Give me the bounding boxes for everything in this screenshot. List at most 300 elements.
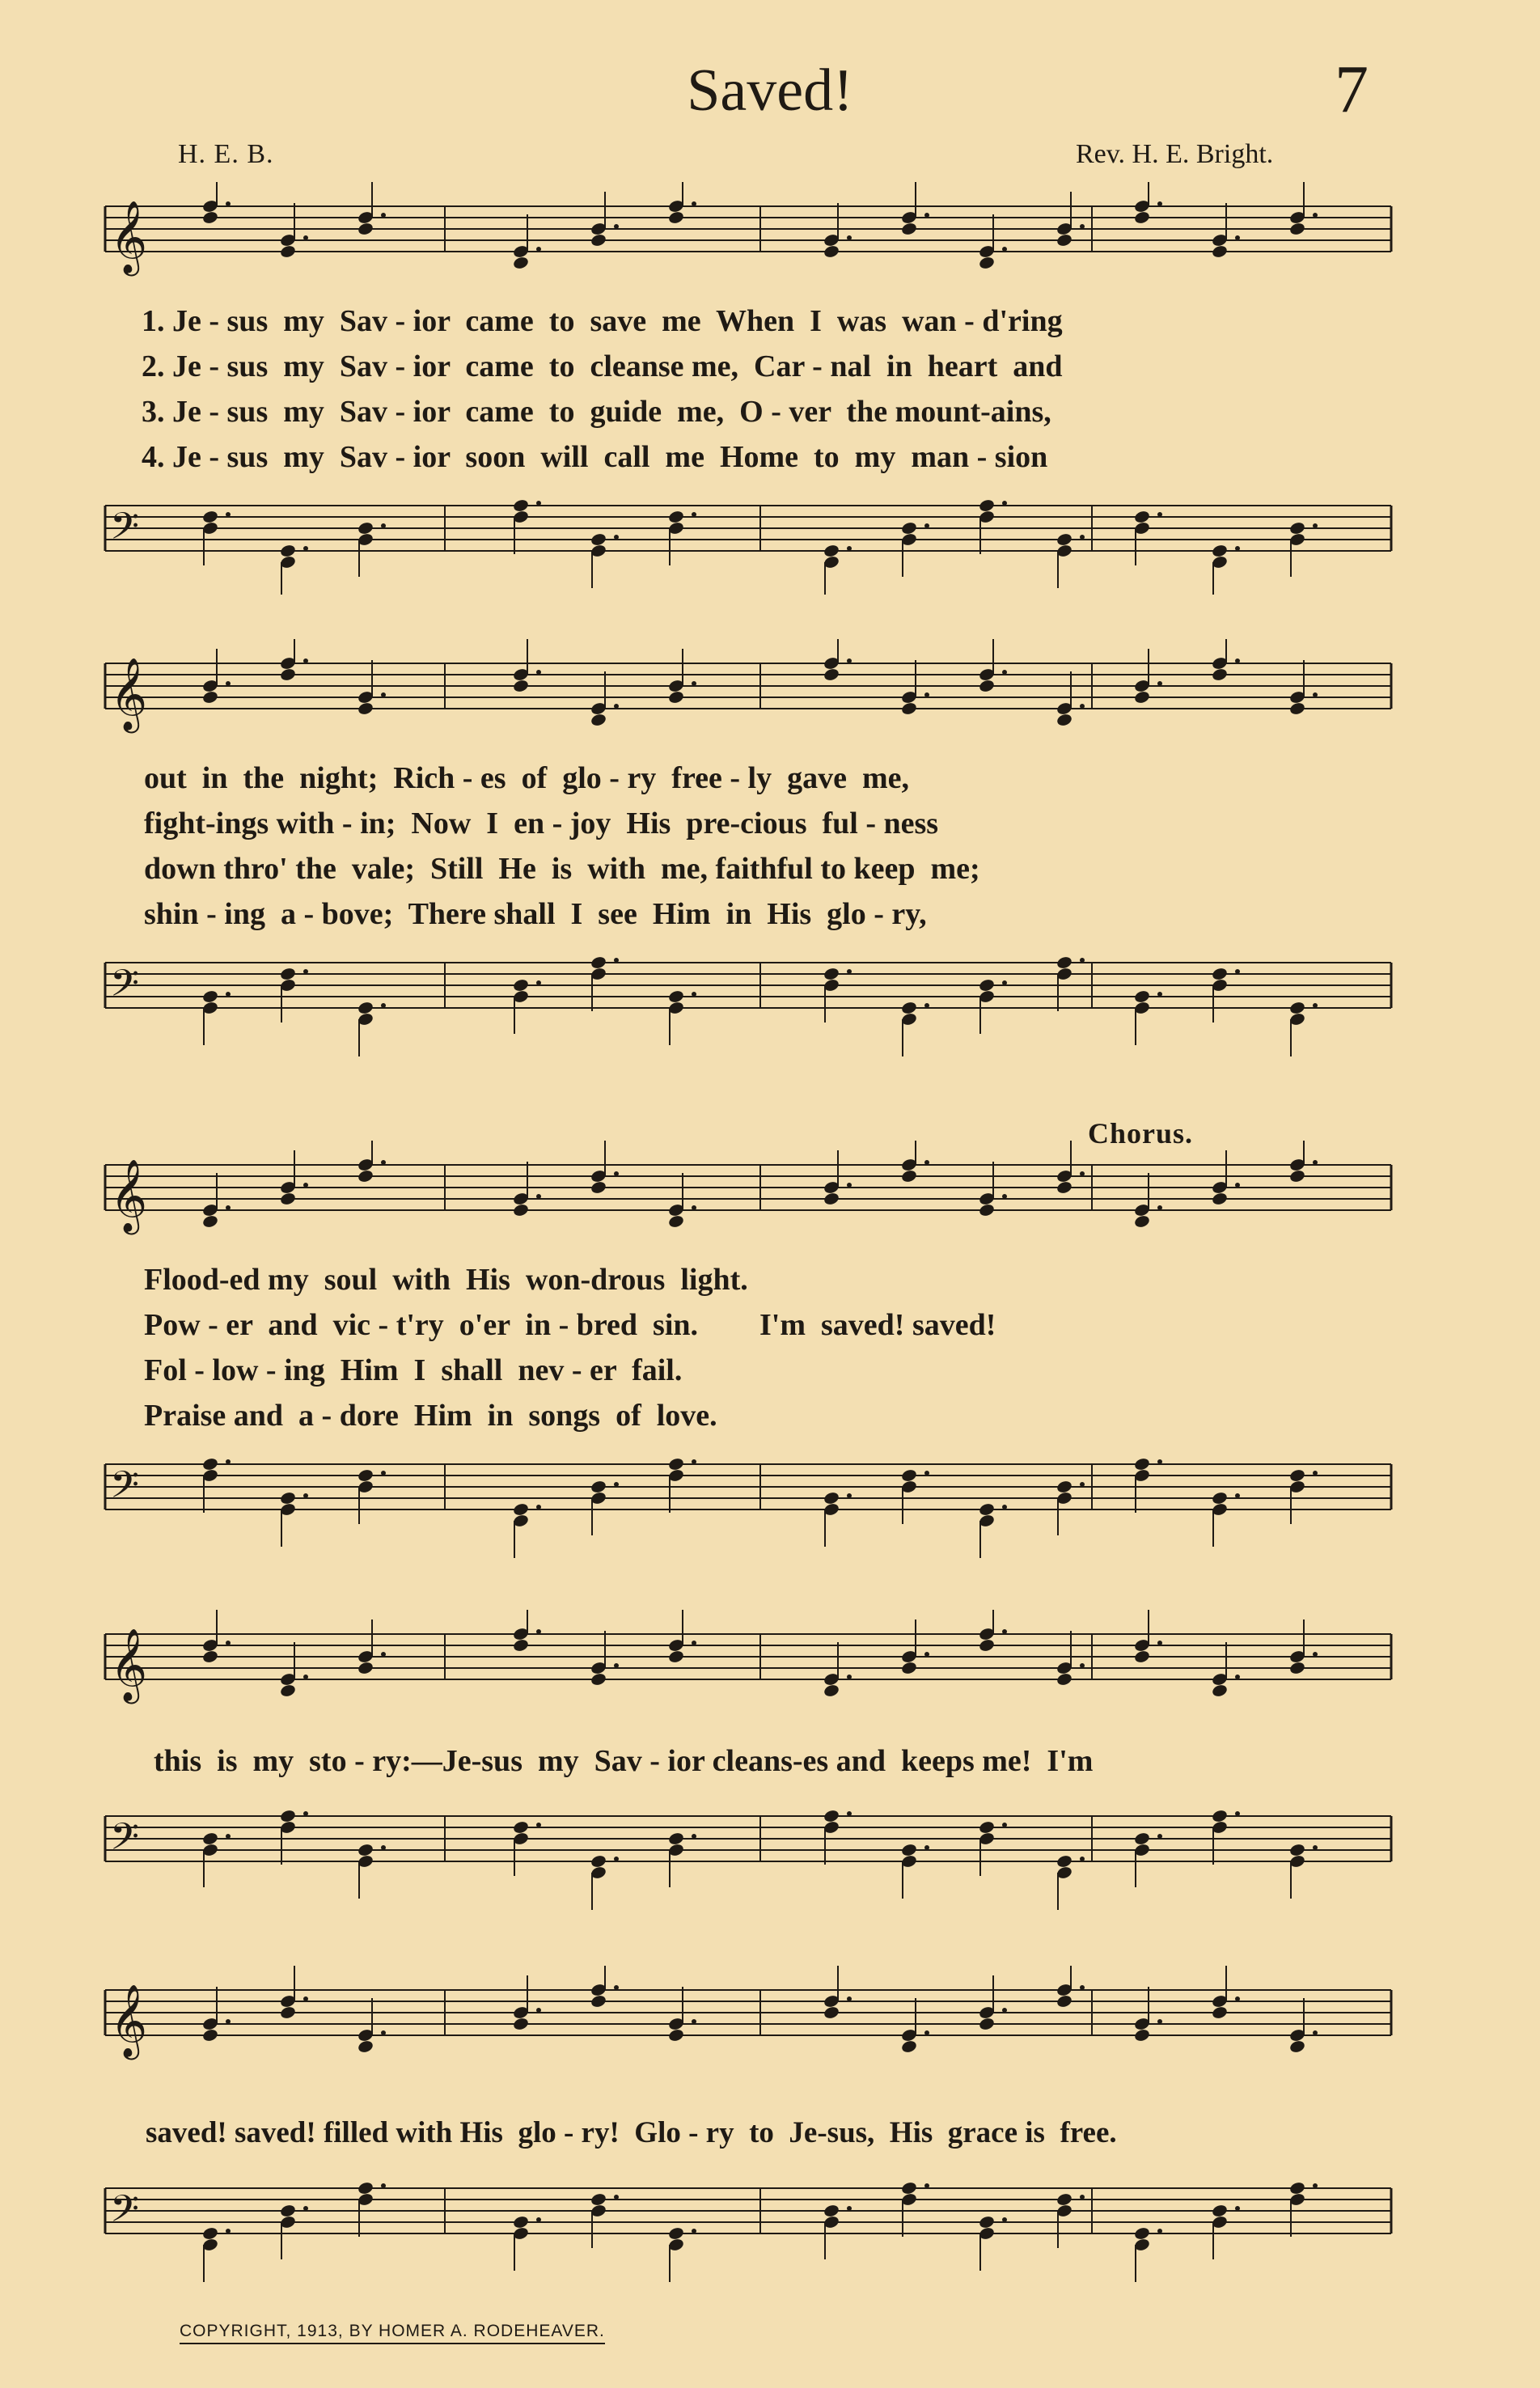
treble-clef: 𝄞 <box>110 201 148 273</box>
page-number: 7 <box>1335 52 1369 127</box>
chorus-label: Chorus. <box>1088 1117 1194 1150</box>
note-head <box>357 222 374 236</box>
note-head <box>823 244 840 259</box>
note-head <box>900 1661 917 1675</box>
augmentation-dot <box>1157 1205 1162 1210</box>
note-head <box>1211 1809 1228 1823</box>
note-head <box>512 978 529 993</box>
augmentation-dot <box>1080 1171 1085 1176</box>
copyright-notice: COPYRIGHT, 1913, BY HOMER A. RODEHEAVER. <box>180 2322 605 2344</box>
augmentation-dot <box>303 1811 308 1816</box>
augmentation-dot <box>303 2206 308 2211</box>
augmentation-dot <box>1157 512 1162 517</box>
bass-staff-5 <box>89 2164 1407 2301</box>
music-system-4 <box>89 1610 1407 1950</box>
augmentation-dot <box>924 2030 929 2035</box>
note-head <box>1133 1831 1150 1846</box>
lyric-line: down thro' the vale; Still He is with me, faithful to keep me; <box>144 852 980 886</box>
treble-staff-1 <box>89 182 1407 303</box>
augmentation-dot <box>226 2229 231 2233</box>
note-head <box>667 690 684 705</box>
augmentation-dot <box>1235 546 1240 551</box>
note-head <box>900 1169 917 1183</box>
note-head <box>1288 1169 1305 1183</box>
note-head <box>201 2226 218 2241</box>
treble-clef: 𝄞 <box>110 1159 148 1232</box>
bass-clef: 𝄢 <box>110 1815 140 1868</box>
augmentation-dot <box>614 1171 619 1176</box>
note-head <box>1288 2181 1305 2195</box>
augmentation-dot <box>1002 1194 1007 1199</box>
note-head <box>512 2215 529 2229</box>
bass-staff-1 <box>89 481 1407 595</box>
treble-clef: 𝄞 <box>110 658 148 730</box>
note-head <box>201 989 218 1004</box>
note-head <box>279 1683 296 1698</box>
treble-staff-2 <box>89 639 1407 760</box>
note-head <box>201 1214 218 1229</box>
note-head <box>1056 1180 1072 1195</box>
augmentation-dot <box>1002 2008 1007 2013</box>
augmentation-dot <box>226 1834 231 1839</box>
augmentation-dot <box>692 681 696 686</box>
augmentation-dot <box>847 658 852 663</box>
note-head <box>512 1820 529 1835</box>
augmentation-dot <box>1157 992 1162 997</box>
note-head <box>201 2028 218 2043</box>
augmentation-dot <box>303 658 308 663</box>
augmentation-dot <box>1002 1629 1007 1634</box>
note-head <box>1133 690 1150 705</box>
augmentation-dot <box>1313 523 1318 528</box>
treble-staff-4 <box>89 1610 1407 1731</box>
note-head <box>357 1843 374 1857</box>
augmentation-dot <box>303 1675 308 1679</box>
augmentation-dot <box>303 546 308 551</box>
augmentation-dot <box>226 512 231 517</box>
augmentation-dot <box>381 1471 386 1476</box>
note-head <box>667 989 684 1004</box>
note-head <box>512 1502 529 1517</box>
hymn-title: Saved! <box>687 57 853 124</box>
augmentation-dot <box>1080 958 1085 963</box>
note-head <box>512 256 529 270</box>
note-head <box>357 1468 374 1483</box>
augmentation-dot <box>1080 1482 1085 1487</box>
augmentation-dot <box>226 992 231 997</box>
augmentation-dot <box>847 1183 852 1188</box>
note-head <box>667 1214 684 1229</box>
note-head <box>978 679 995 693</box>
augmentation-dot <box>1313 692 1318 697</box>
augmentation-dot <box>1157 1834 1162 1839</box>
augmentation-dot <box>1157 201 1162 206</box>
note-head <box>590 1480 607 1494</box>
augmentation-dot <box>847 1493 852 1498</box>
note-head <box>823 1491 840 1505</box>
note-head <box>279 967 296 981</box>
augmentation-dot <box>692 2229 696 2233</box>
note-head <box>590 1994 607 2009</box>
note-head <box>900 521 917 536</box>
note-head <box>279 2005 296 2020</box>
augmentation-dot <box>536 1823 541 1827</box>
lyric-line: Praise and a - dore Him in songs of love. <box>144 1399 717 1433</box>
augmentation-dot <box>924 1003 929 1008</box>
note-head <box>201 690 218 705</box>
bass-staff-3 <box>89 1440 1407 1577</box>
augmentation-dot <box>381 1160 386 1165</box>
augmentation-dot <box>1157 681 1162 686</box>
augmentation-dot <box>1080 535 1085 540</box>
note-head <box>1056 1672 1072 1687</box>
augmentation-dot <box>381 2030 386 2035</box>
note-head <box>201 1649 218 1664</box>
note-head <box>201 1457 218 1471</box>
lyricist-credit: H. E. B. <box>178 139 274 169</box>
augmentation-dot <box>536 1629 541 1634</box>
augmentation-dot <box>1235 1493 1240 1498</box>
note-head <box>201 1831 218 1846</box>
augmentation-dot <box>614 535 619 540</box>
augmentation-dot <box>381 213 386 218</box>
note-head <box>978 2215 995 2229</box>
note-head <box>279 244 296 259</box>
augmentation-dot <box>1313 1845 1318 1850</box>
note-head <box>1211 544 1228 558</box>
augmentation-dot <box>847 1675 852 1679</box>
bass-clef: 𝄢 <box>110 2187 140 2240</box>
note-head <box>357 1001 374 1015</box>
augmentation-dot <box>1080 1857 1085 1861</box>
lyric-line: Fol - low - ing Him I shall nev - er fail. <box>144 1353 683 1387</box>
note-head <box>512 498 529 513</box>
augmentation-dot <box>1235 1183 1240 1188</box>
augmentation-dot <box>1313 1160 1318 1165</box>
note-head <box>1133 510 1150 524</box>
bass-staff-2 <box>89 938 1407 1068</box>
augmentation-dot <box>226 1641 231 1645</box>
note-head <box>1133 1214 1150 1229</box>
augmentation-dot <box>1002 1823 1007 1827</box>
augmentation-dot <box>692 201 696 206</box>
augmentation-dot <box>1080 704 1085 709</box>
lyric-line: 3. Je - sus my Sav - ior came to guide me, O - ver the mount-ains, <box>142 395 1051 429</box>
augmentation-dot <box>1157 2229 1162 2233</box>
note-head <box>823 544 840 558</box>
note-head <box>357 521 374 536</box>
note-head <box>823 967 840 981</box>
lyric-line: fight-ings with - in; Now I en - joy His pre-cious ful - ness <box>144 807 939 840</box>
note-head <box>512 1638 529 1653</box>
note-head <box>590 233 607 248</box>
augmentation-dot <box>381 1003 386 1008</box>
augmentation-dot <box>614 1857 619 1861</box>
augmentation-dot <box>847 546 852 551</box>
augmentation-dot <box>924 523 929 528</box>
augmentation-dot <box>1313 2183 1318 2188</box>
augmentation-dot <box>692 1459 696 1464</box>
note-head <box>201 210 218 225</box>
augmentation-dot <box>536 670 541 675</box>
music-system-5 <box>89 1966 1407 2305</box>
note-head <box>357 2181 374 2195</box>
note-head <box>667 1457 684 1471</box>
augmentation-dot <box>1313 213 1318 218</box>
lyric-line: 1. Je - sus my Sav - ior came to save me When I was wan - d'ring <box>142 304 1063 338</box>
note-head <box>1133 2226 1150 2241</box>
note-head <box>978 1638 995 1653</box>
note-head <box>1056 1994 1072 2009</box>
augmentation-dot <box>381 523 386 528</box>
note-head <box>1133 1649 1150 1664</box>
augmentation-dot <box>924 1652 929 1657</box>
augmentation-dot <box>536 980 541 985</box>
augmentation-dot <box>1002 670 1007 675</box>
augmentation-dot <box>381 1845 386 1850</box>
composer-credit: Rev. H. E. Bright. <box>1076 139 1274 169</box>
note-head <box>1133 989 1150 1004</box>
note-head <box>590 1854 607 1869</box>
note-head <box>590 955 607 970</box>
lyric-line: saved! saved! filled with His glo - ry! Glo - ry to Je-sus, His grace is free. <box>146 2116 1117 2149</box>
note-head <box>823 2005 840 2020</box>
music-system-3 <box>89 1116 1407 1602</box>
augmentation-dot <box>536 2217 541 2222</box>
augmentation-dot <box>614 224 619 229</box>
treble-clef: 𝄞 <box>110 1984 148 2057</box>
lyric-line: shin - ing a - bove; There shall I see Him in His glo - ry, <box>144 897 927 931</box>
augmentation-dot <box>924 1160 929 1165</box>
note-head <box>1211 1491 1228 1505</box>
lyric-line: Flood-ed my soul with His won-drous light. <box>144 1263 748 1297</box>
note-head <box>823 1683 840 1698</box>
note-head <box>978 256 995 270</box>
augmentation-dot <box>847 1811 852 1816</box>
augmentation-dot <box>692 512 696 517</box>
note-head <box>279 1809 296 1823</box>
note-head <box>1288 521 1305 536</box>
treble-staff-3 <box>89 1141 1407 1262</box>
note-head <box>900 701 917 716</box>
augmentation-dot <box>1080 2195 1085 2200</box>
note-head <box>1211 1192 1228 1206</box>
note-head <box>279 1192 296 1206</box>
augmentation-dot <box>847 2206 852 2211</box>
augmentation-dot <box>1235 1996 1240 2001</box>
augmentation-dot <box>1157 2019 1162 2024</box>
augmentation-dot <box>1080 224 1085 229</box>
augmentation-dot <box>303 969 308 974</box>
note-head <box>512 679 529 693</box>
note-head <box>590 713 607 727</box>
note-head <box>1056 2192 1072 2207</box>
note-head <box>279 544 296 558</box>
augmentation-dot <box>303 1183 308 1188</box>
augmentation-dot <box>1002 247 1007 252</box>
note-head <box>1211 244 1228 259</box>
lyric-line: out in the night; Rich - es of glo - ry free - ly gave me, <box>144 761 909 795</box>
note-head <box>667 2226 684 2241</box>
lyric-line: 4. Je - sus my Sav - ior soon will call me Home to my man - sion <box>142 440 1048 474</box>
note-head <box>823 2204 840 2218</box>
augmentation-dot <box>536 1194 541 1199</box>
treble-staff-5 <box>89 1966 1407 2103</box>
augmentation-dot <box>1157 1459 1162 1464</box>
augmentation-dot <box>226 2019 231 2024</box>
augmentation-dot <box>226 681 231 686</box>
note-head <box>201 510 218 524</box>
note-head <box>1211 667 1228 682</box>
note-head <box>1056 1480 1072 1494</box>
note-head <box>1211 967 1228 981</box>
augmentation-dot <box>1235 969 1240 974</box>
augmentation-dot <box>847 1996 852 2001</box>
note-head <box>1288 222 1305 236</box>
note-head <box>1056 713 1072 727</box>
note-head <box>1211 1683 1228 1698</box>
augmentation-dot <box>614 2195 619 2200</box>
lyric-line: Pow - er and vic - t'ry o'er in - bred sin. I'm saved! saved! <box>144 1308 996 1342</box>
note-head <box>900 1468 917 1483</box>
augmentation-dot <box>1235 235 1240 240</box>
note-head <box>279 2204 296 2218</box>
note-head <box>900 2181 917 2195</box>
augmentation-dot <box>614 958 619 963</box>
note-head <box>1211 2005 1228 2020</box>
note-head <box>1288 1468 1305 1483</box>
note-head <box>978 1203 995 1217</box>
note-head <box>1288 2039 1305 2054</box>
note-head <box>667 2028 684 2043</box>
augmentation-dot <box>847 969 852 974</box>
augmentation-dot <box>1313 1003 1318 1008</box>
augmentation-dot <box>1235 2206 1240 2211</box>
augmentation-dot <box>924 2183 929 2188</box>
music-system-2 <box>89 639 1407 1100</box>
augmentation-dot <box>692 1205 696 1210</box>
augmentation-dot <box>1235 1811 1240 1816</box>
note-head <box>978 498 995 513</box>
bass-clef: 𝄢 <box>110 962 140 1014</box>
note-head <box>1288 701 1305 716</box>
augmentation-dot <box>1080 1663 1085 1668</box>
augmentation-dot <box>303 1996 308 2001</box>
augmentation-dot <box>614 1482 619 1487</box>
note-head <box>357 701 374 716</box>
note-head <box>667 210 684 225</box>
note-head <box>1056 233 1072 248</box>
note-head <box>1288 1001 1305 1015</box>
augmentation-dot <box>614 704 619 709</box>
note-head <box>590 1672 607 1687</box>
augmentation-dot <box>536 2008 541 2013</box>
augmentation-dot <box>381 2183 386 2188</box>
augmentation-dot <box>1313 2030 1318 2035</box>
note-head <box>823 667 840 682</box>
note-head <box>823 1809 840 1823</box>
lyric-line: this is my sto - ry:—Je-sus my Sav - ior cleans-es and keeps me! I'm <box>154 1744 1094 1778</box>
augmentation-dot <box>1002 2217 1007 2222</box>
augmentation-dot <box>1313 1652 1318 1657</box>
note-head <box>1056 532 1072 547</box>
note-head <box>1288 1661 1305 1675</box>
augmentation-dot <box>303 1493 308 1498</box>
augmentation-dot <box>614 1985 619 1990</box>
note-head <box>279 1491 296 1505</box>
bass-staff-4 <box>89 1792 1407 1929</box>
note-head <box>978 1502 995 1517</box>
note-head <box>667 1649 684 1664</box>
note-head <box>1288 1843 1305 1857</box>
augmentation-dot <box>1235 658 1240 663</box>
lyric-line: 2. Je - sus my Sav - ior came to cleanse me, Car - nal in heart and <box>142 349 1063 383</box>
note-head <box>1133 2028 1150 2043</box>
augmentation-dot <box>1157 1641 1162 1645</box>
note-head <box>978 1820 995 1835</box>
augmentation-dot <box>226 201 231 206</box>
augmentation-dot <box>536 1505 541 1509</box>
note-head <box>1133 1457 1150 1471</box>
note-head <box>667 510 684 524</box>
note-head <box>357 1661 374 1675</box>
note-head <box>279 667 296 682</box>
note-head <box>900 2039 917 2054</box>
augmentation-dot <box>692 992 696 997</box>
augmentation-dot <box>847 235 852 240</box>
augmentation-dot <box>924 1845 929 1850</box>
note-head <box>357 2039 374 2054</box>
augmentation-dot <box>303 235 308 240</box>
note-head <box>1211 2204 1228 2218</box>
augmentation-dot <box>536 501 541 506</box>
note-head <box>823 1192 840 1206</box>
augmentation-dot <box>692 2019 696 2024</box>
augmentation-dot <box>924 1471 929 1476</box>
note-head <box>978 978 995 993</box>
augmentation-dot <box>1002 980 1007 985</box>
augmentation-dot <box>1235 1675 1240 1679</box>
augmentation-dot <box>614 1663 619 1668</box>
augmentation-dot <box>226 1205 231 1210</box>
note-head <box>1056 1854 1072 1869</box>
augmentation-dot <box>924 692 929 697</box>
note-head <box>590 2192 607 2207</box>
augmentation-dot <box>1002 1505 1007 1509</box>
treble-clef: 𝄞 <box>110 1628 148 1701</box>
note-head <box>512 1203 529 1217</box>
augmentation-dot <box>1313 1471 1318 1476</box>
note-head <box>667 1831 684 1846</box>
note-head <box>357 1169 374 1183</box>
augmentation-dot <box>692 1834 696 1839</box>
augmentation-dot <box>381 1652 386 1657</box>
augmentation-dot <box>1080 1985 1085 1990</box>
augmentation-dot <box>226 1459 231 1464</box>
note-head <box>590 1180 607 1195</box>
note-head <box>900 1843 917 1857</box>
bass-clef: 𝄢 <box>110 1463 140 1516</box>
note-head <box>978 2017 995 2031</box>
note-head <box>590 532 607 547</box>
augmentation-dot <box>692 1641 696 1645</box>
note-head <box>1133 210 1150 225</box>
augmentation-dot <box>924 213 929 218</box>
bass-clef: 𝄢 <box>110 505 140 557</box>
music-system-1 <box>89 182 1407 595</box>
note-head <box>900 1001 917 1015</box>
note-head <box>1056 955 1072 970</box>
